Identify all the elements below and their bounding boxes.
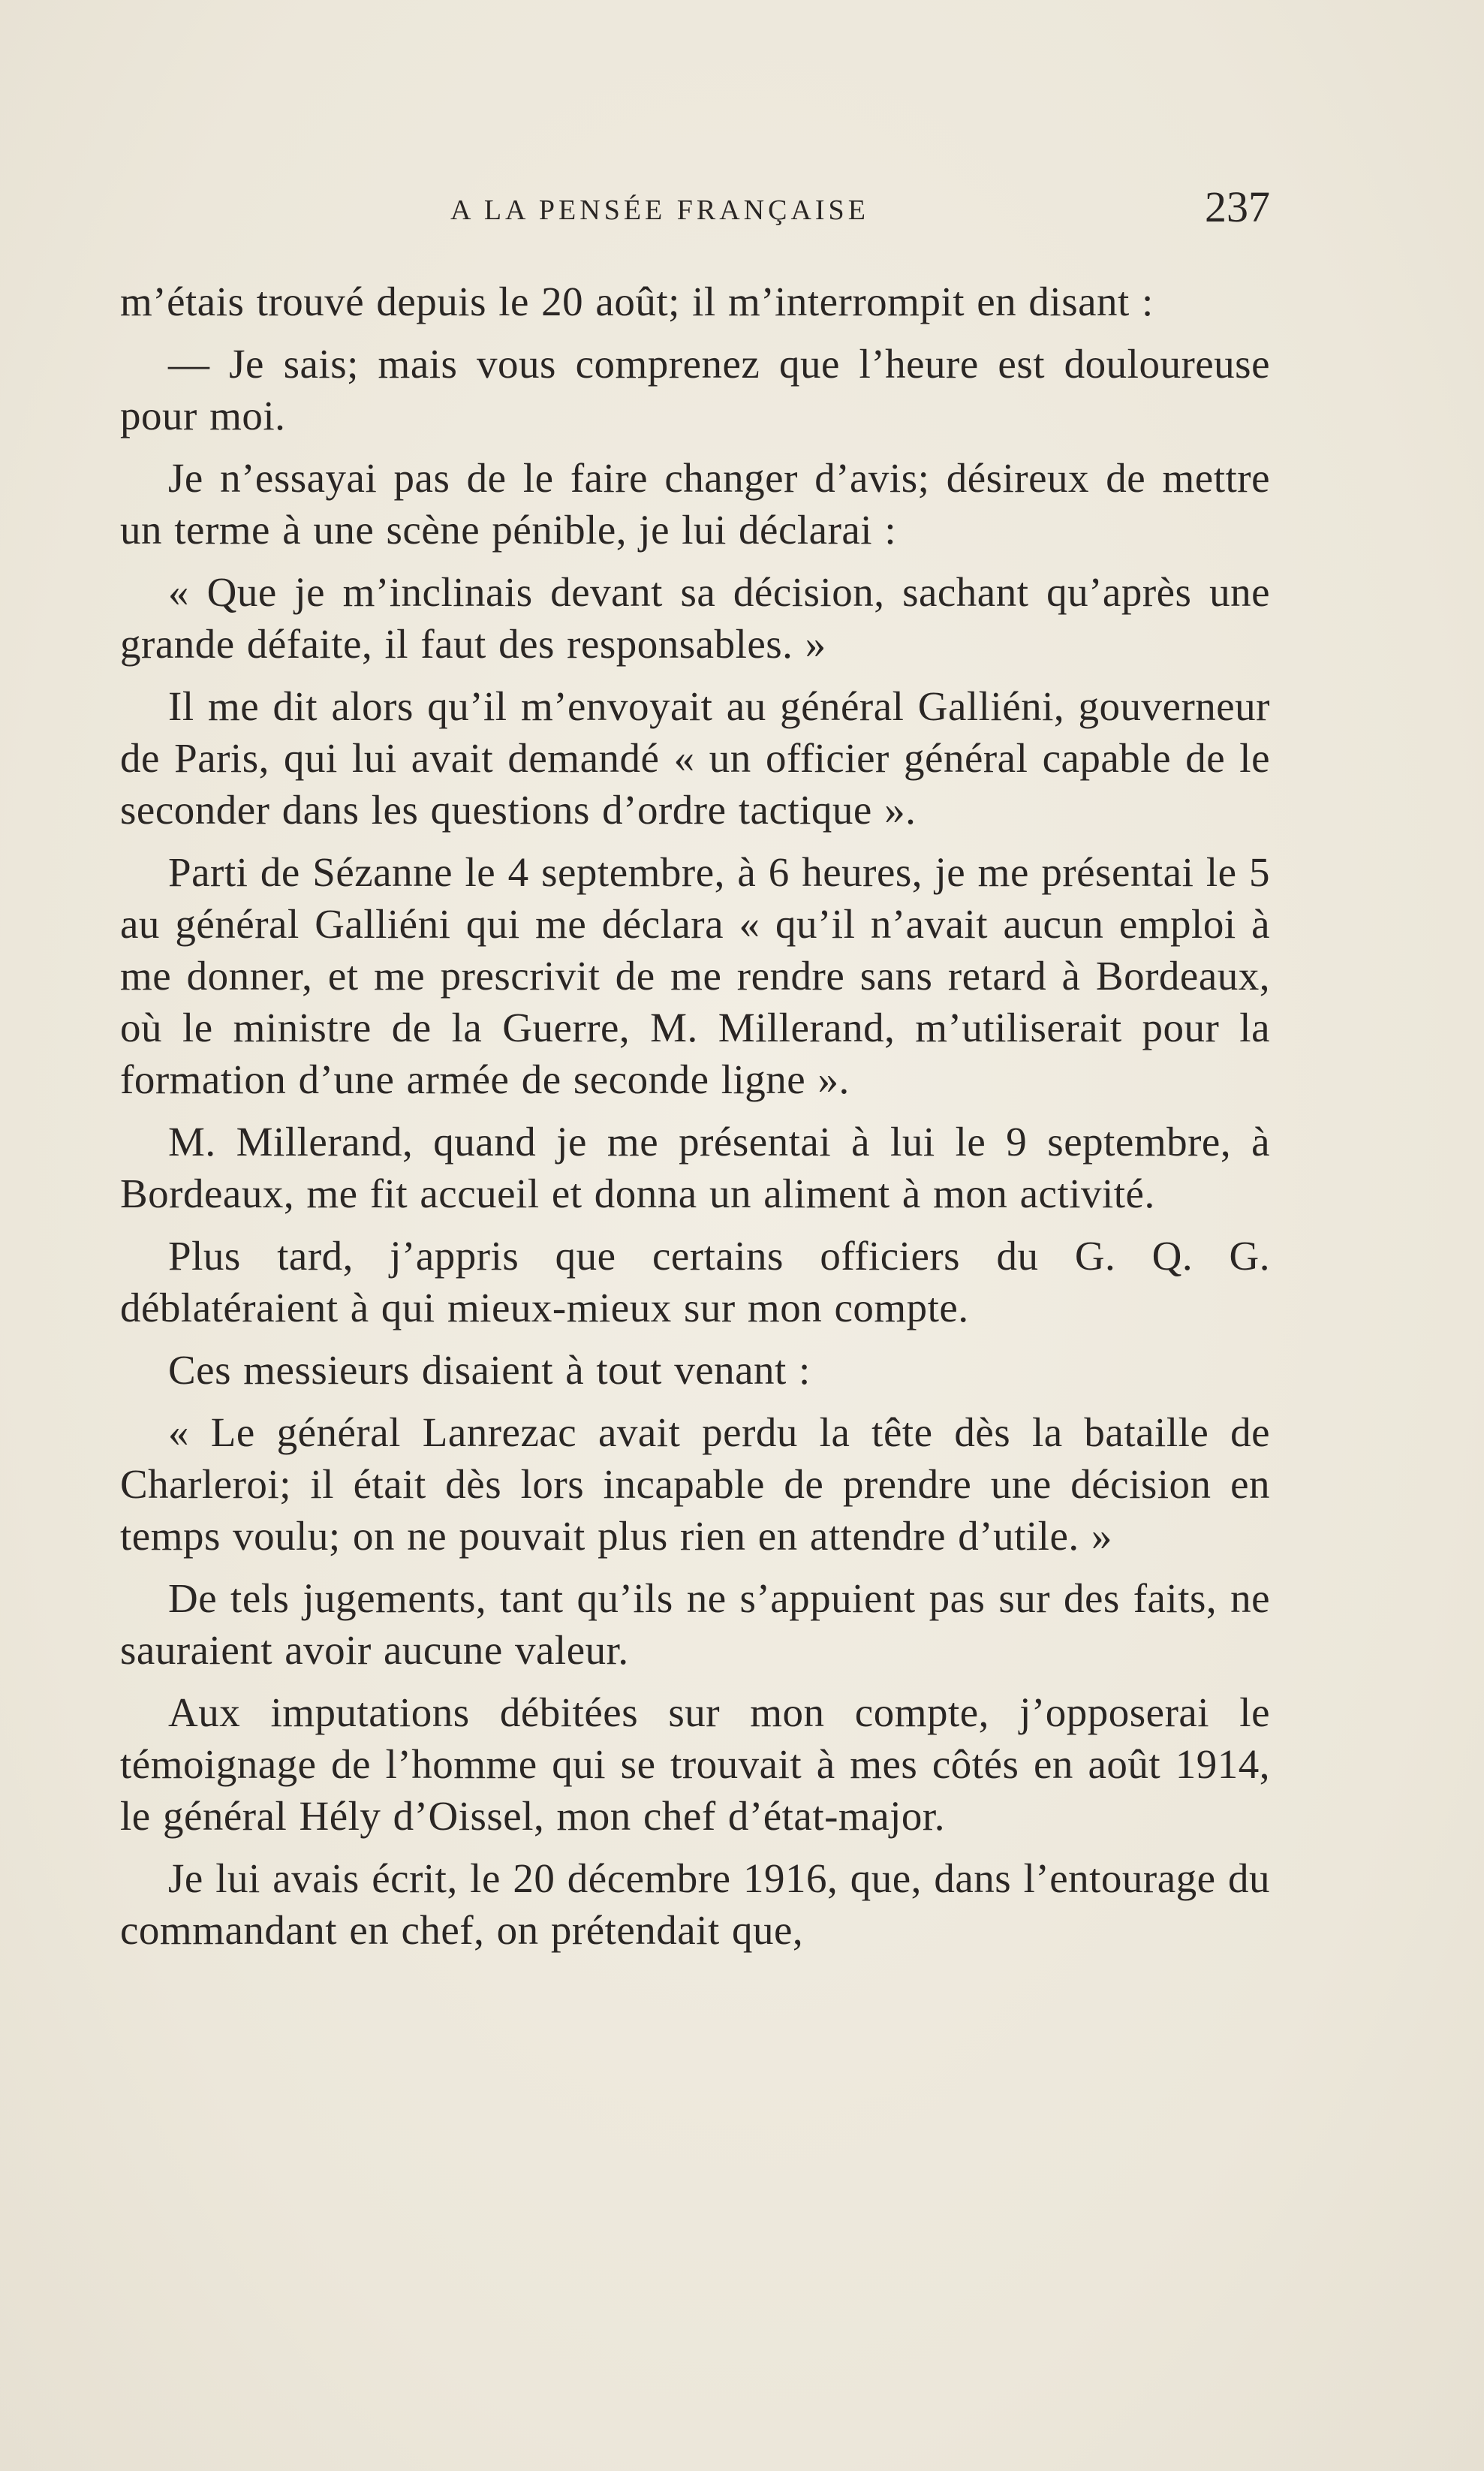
body-text [120, 276, 1270, 1966]
paragraph: — Je sais; mais vous comprenez que l’heure est douloureuse pour moi. [120, 341, 1270, 438]
paragraph: Aux imputations débitées sur mon compte, j’opposerai le témoignage de l’homme qui se trouvait à mes côtés en août 1914, le général Hély d’Oissel, mon chef d’état-major. [120, 1689, 1270, 1839]
paragraph: Ces messieurs disaient à tout venant : [168, 1347, 811, 1393]
page-number: 237 [1205, 182, 1270, 231]
paragraph: Plus tard, j’appris que certains officiers du G. Q. G. déblatéraient à qui mieux-mieux sur mon compte. [120, 1233, 1270, 1330]
paragraph: De tels jugements, tant qu’ils ne s’appuient pas sur des faits, ne sauraient avoir aucune valeur. [120, 1575, 1270, 1673]
paragraph: m’étais trouvé depuis le 20 août; il m’interrompit en disant : [120, 279, 1154, 324]
paragraph: M. Millerand, quand je me présentai à lui le 9 septembre, à Bordeaux, me fit accueil et donna un aliment à mon activité. [120, 1119, 1270, 1216]
paragraph: « Le général Lanrezac avait perdu la tête dès la bataille de Charleroi; il était dès lors incapable de prendre une décision en temps voulu; on ne pouvait plus rien en attendre d’utile. » [120, 1409, 1270, 1559]
paragraph: Je n’essayai pas de le faire changer d’avis; désireux de mettre un terme à une scène pénible, je lui déclarai : [120, 455, 1270, 553]
running-head: A LA PENSÉE FRANÇAISE [450, 194, 869, 226]
page-header [120, 180, 1270, 240]
paragraph: Il me dit alors qu’il m’envoyait au général Galliéni, gouverneur de Paris, qui lui avait demandé « un officier général capable de le seconder dans les questions d’ordre tactique ». [120, 683, 1270, 833]
paragraph: Parti de Sézanne le 4 septembre, à 6 heures, je me présentai le 5 au général Galliéni qui me déclara « qu’il n’avait aucun emploi à me donner, et me prescrivit de me rendre sans retard à Bordeaux, où le ministre de la Guerre, M. Millerand, m’utiliserait pour la formation d’une armée de seconde ligne ». [120, 849, 1270, 1102]
paragraph: Je lui avais écrit, le 20 décembre 1916, que, dans l’entourage du commandant en chef, on prétendait que, [120, 1855, 1270, 1953]
paragraph: « Que je m’inclinais devant sa décision, sachant qu’après une grande défaite, il faut des responsables. » [120, 569, 1270, 667]
